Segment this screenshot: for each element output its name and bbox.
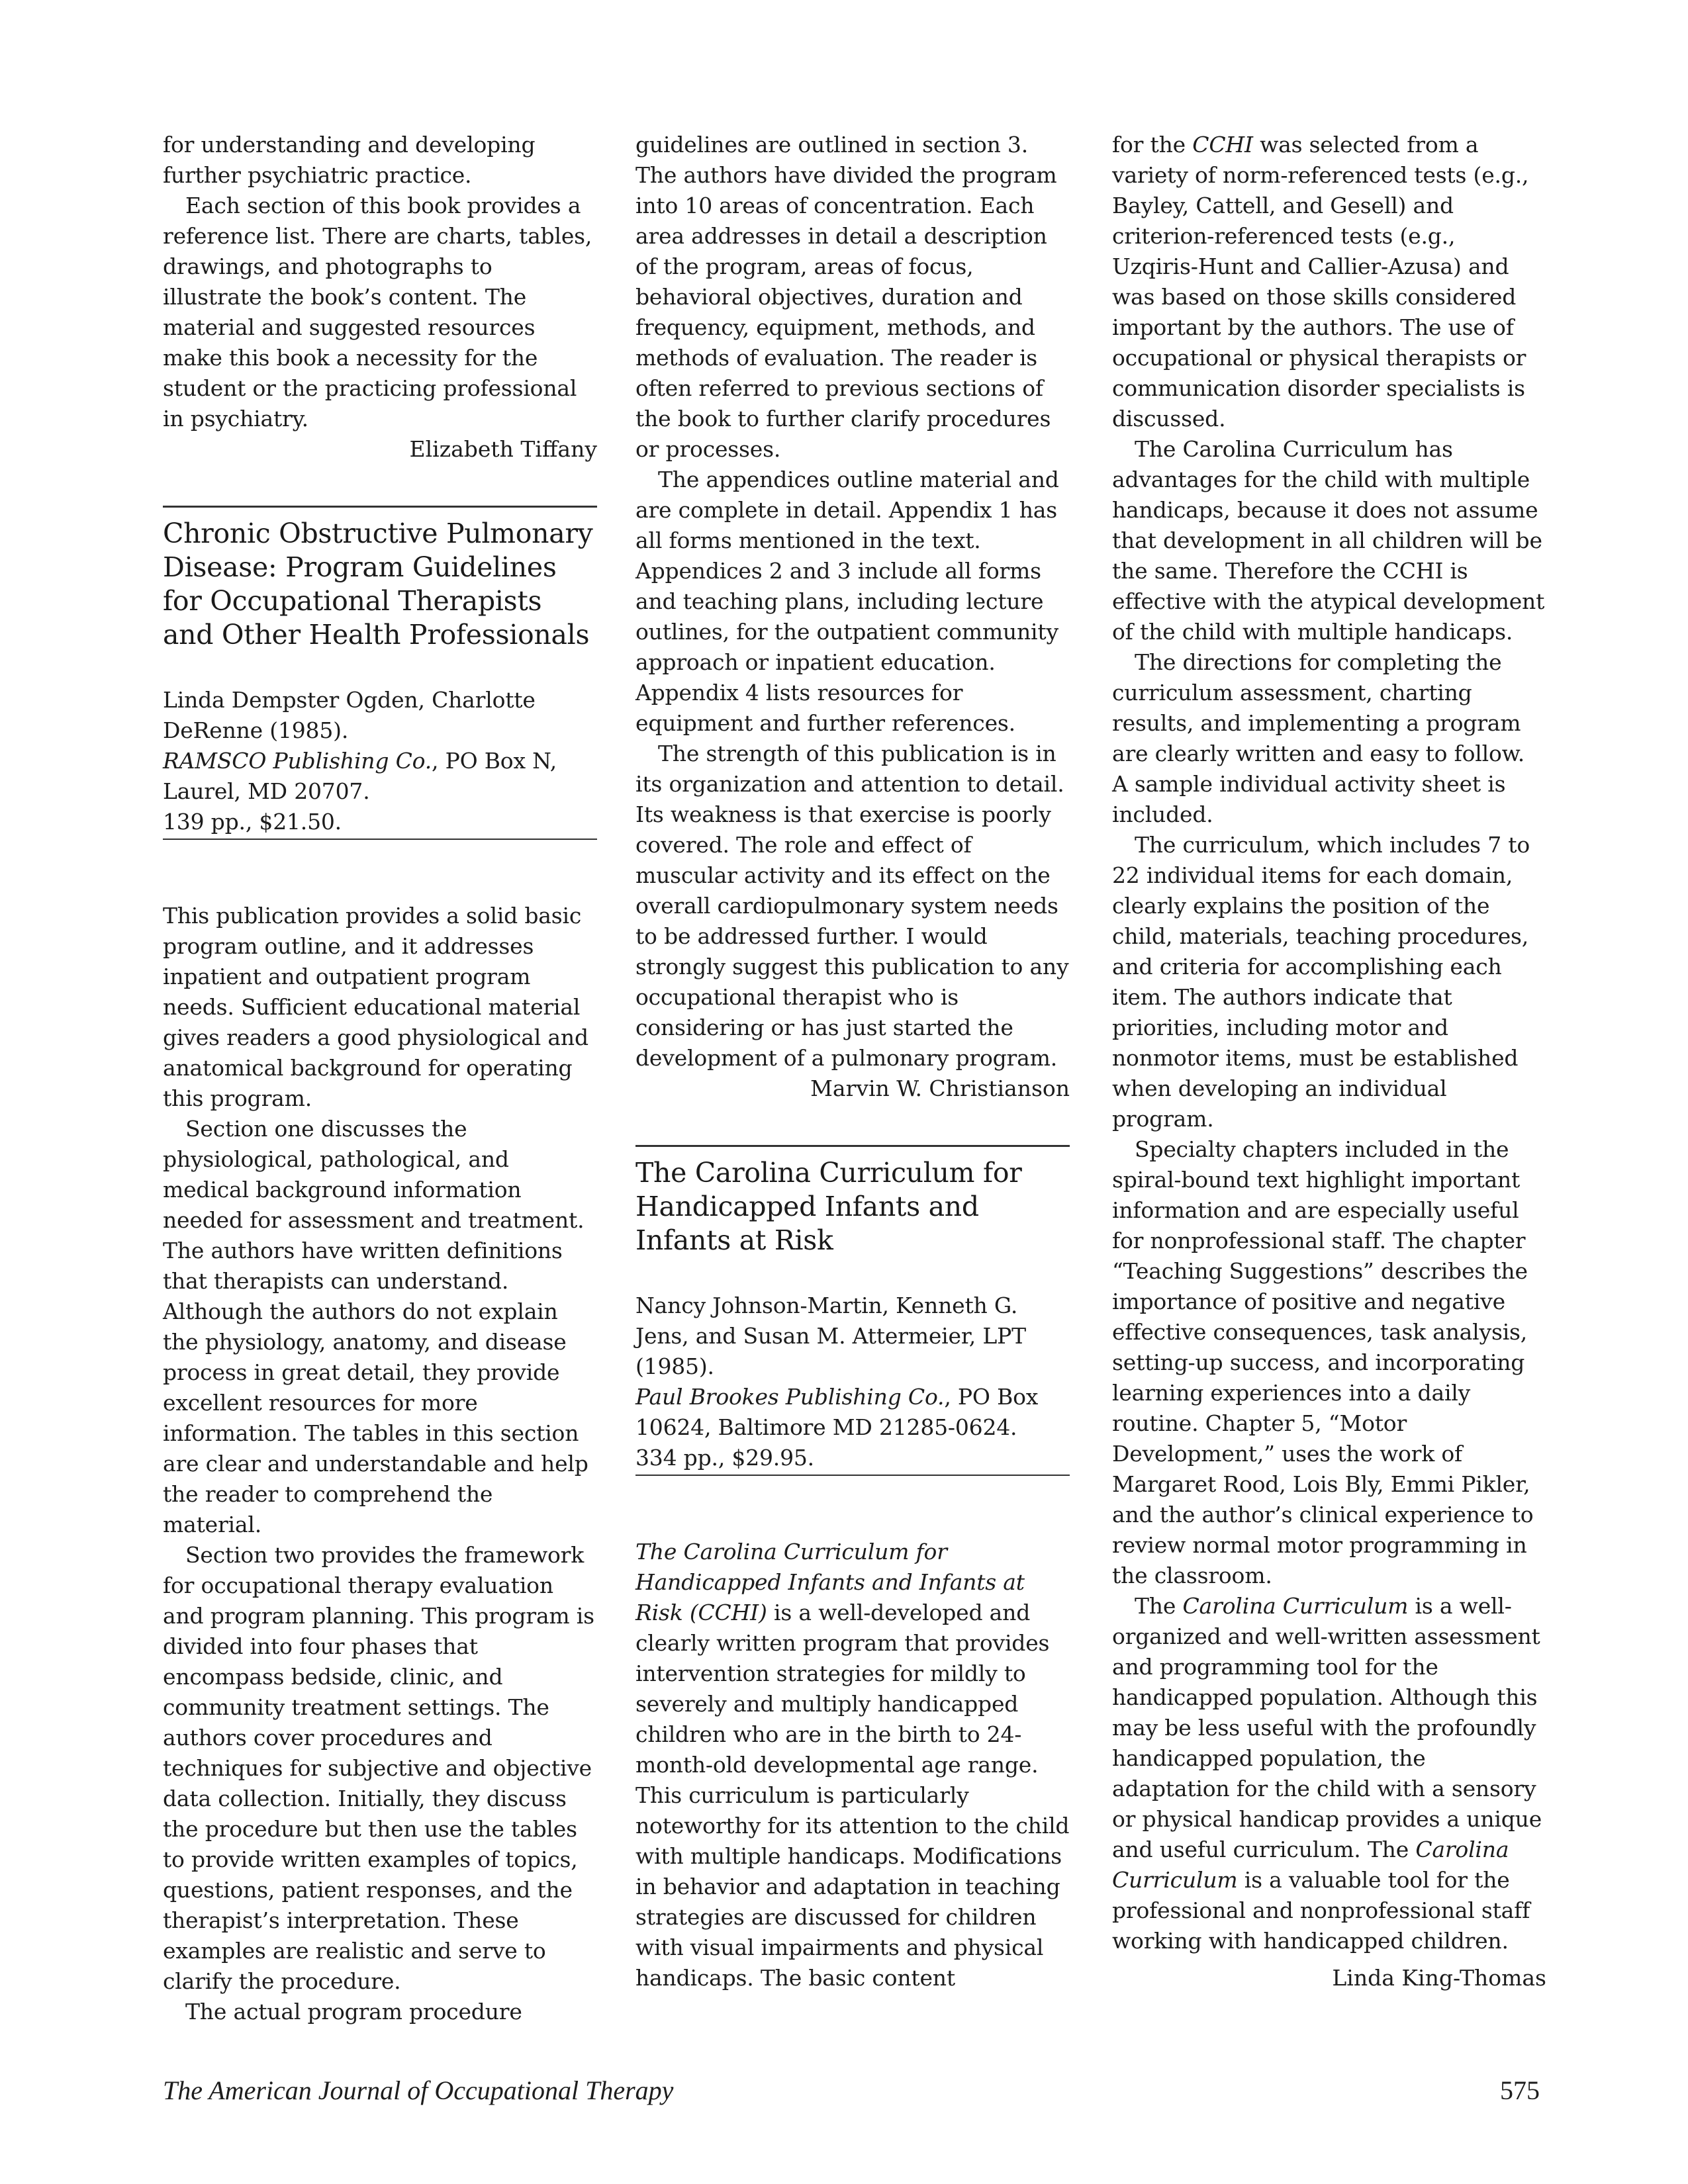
paragraph-text: is a valuable tool for the professional and nonprofessional staff working with handicapped children. [1112, 1867, 1530, 1954]
citation [635, 1291, 1070, 1473]
paragraph: This publication provides a solid basic program outline, and it addresses inpatient and outpatient program needs. Sufficient educational material gives readers a good physiological and anatomical background for operating this program. [163, 903, 588, 1111]
page-number: 575 [1500, 2075, 1540, 2105]
book-title-italic: Carolina Curriculum [1182, 1593, 1409, 1619]
paragraph: The curriculum, which includes 7 to 22 individual items for each domain, clearly explains the position of the child, materials, teaching procedures, and criteria for accomplishing each item. The authors indicate that priorities, including motor and nonmotor items, must be established when developing an individual program. [1112, 832, 1530, 1132]
section-rule [635, 1145, 1070, 1147]
paragraph: The actual program procedure [185, 1999, 522, 2025]
paragraph: Each section of this book provides a reference list. There are charts, tables, drawings, and photographs to illustrate the book’s content. The material and suggested resources make this book a necessity for the student or the practicing professional in psychiatry. [163, 193, 592, 432]
paragraph: Section two provides the framework for occupational therapy evaluation and program planning. This program is divided into four phases that encompass bedside, clinic, and community treatment settings. The authors cover procedures and techniques for subjective and objective data collection. Initially, they discuss the procedure but then use the tables to provide written examples of topics, questions, patient responses, and the therapist’s interpretation. These examples are realistic and serve to clarify the procedure. [163, 1542, 594, 1994]
citation-address: , PO Box N, Laurel, MD 20707. [163, 748, 557, 804]
review-title: Chronic Obstructive Pulmonary Disease: Program Guidelines for Occupational Therapists and Other Health Professionals [163, 518, 593, 651]
citation-publisher-line [635, 1382, 1070, 1443]
section-rule [163, 506, 597, 508]
paragraph-text: for the [1112, 132, 1193, 158]
paragraph-text: is a well-developed and clearly written program that provides intervention strategies for mildly to severely and multiply handicapped children who are in the birth to 24-month-old developmental age range. This curriculum is particularly noteworthy for its attention to the child with multiple handicaps. Modifications in behavior and adaptation in teaching strategies are discussed for children with visual impairments and physical handicaps. The basic content [635, 1600, 1070, 1991]
paragraph [1112, 130, 1546, 434]
column-2 [635, 130, 1070, 1993]
paragraph-text: The [1135, 1593, 1183, 1619]
reviewer-signature: Marvin W. Christianson [810, 1075, 1070, 1101]
page-footer [163, 2075, 1540, 2108]
paragraph: The strength of this publication is in its organization and attention to detail. Its weakness is that exercise is poorly covered. The role and effect of muscular activity and its effect on the overall cardiopulmonary system needs to be addressed further. I would strongly suggest this publication to any occupational therapist who is considering or has just started the development of a pulmonary program. [635, 741, 1069, 1071]
book-title-italic: The Carolina Curriculum for Handicapped Infants and Infants at Risk (CCHI) [635, 1539, 1025, 1625]
book-title-italic: Carolina Curriculum [1112, 1837, 1509, 1893]
paragraph: The directions for completing the curriculum assessment, charting results, and implementing a program are clearly written and easy to follow. A sample individual activity sheet is included. [1112, 649, 1525, 827]
citation-pages-price: 139 pp., $21.50. [163, 809, 342, 835]
reviewer-signature: Linda King-Thomas [1332, 1965, 1546, 1991]
review-title: The Carolina Curriculum for Handicapped Infants and Infants at Risk [635, 1157, 1022, 1256]
citation-pages-price: 334 pp., $29.95. [635, 1445, 814, 1471]
citation [163, 685, 597, 837]
paragraph-text: was selected from a variety of norm-referenced tests (e.g., Bayley, Cattell, and Gesell) and criterion-referenced tests (e.g., Uzqiris-Hunt and Callier-Azusa) and was based on those skills considered important by the authors. The use of occupational or physical therapists or communication disorder specialists is discussed. [1112, 132, 1529, 432]
acronym-italic: CCHI [1192, 132, 1253, 158]
citation-publisher: RAMSCO Publishing Co. [163, 748, 432, 774]
citation-authors: Nancy Johnson-Martin, Kenneth G. Jens, and Susan M. Attermeier, LPT (1985). [635, 1293, 1026, 1379]
paragraph: Section one discusses the physiological, pathological, and medical background information needed for assessment and treatment. The authors have written definitions that therapists can understand. Although the authors do not explain the physiology, anatomy, and disease process in great detail, they provide excellent resources for more information. The tables in this section are clear and understandable and help the reader to comprehend the material. [163, 1116, 588, 1537]
journal-title: The American Journal of Occupational Therapy [163, 2075, 674, 2105]
citation-publisher: Paul Brookes Publishing Co. [635, 1384, 945, 1410]
column-3 [1112, 130, 1546, 1993]
paragraph [1112, 1591, 1546, 1956]
reviewer-signature: Elizabeth Tiffany [409, 436, 597, 462]
paragraph: Specialty chapters included in the spiral-bound text highlight important information and are especially useful for nonprofessional staff. The chapter “Teaching Suggestions” describes the importance of positive and negative effective consequences, task analysis, setting-up success, and incorporating learning experiences into a daily routine. Chapter 5, “Motor Development,” uses the work of Margaret Rood, Lois Bly, Emmi Pikler, and the author’s clinical experience to review normal motor programming in the classroom. [1112, 1136, 1534, 1588]
paragraph: The Carolina Curriculum has advantages for the child with multiple handicaps, because it does not assume that development in all children will be the same. Therefore the CCHI is effective with the atypical development of the child with multiple handicaps. [1112, 436, 1545, 645]
citation-authors: Linda Dempster Ogden, Charlotte DeRenne (1985). [163, 687, 536, 743]
column-1 [163, 130, 597, 2027]
citation-address: , PO Box 10624, Baltimore MD 21285-0624. [635, 1384, 1039, 1440]
citation-publisher-line [163, 746, 597, 807]
paragraph: guidelines are outlined in section 3. The authors have divided the program into 10 areas of concentration. Each area addresses in detail a description of the program, areas of focus, behavioral objectives, duration and frequency, equipment, methods, and methods of evaluation. The reader is often referred to previous sections of the book to further clarify procedures or processes. [635, 132, 1057, 462]
paragraph: for understanding and developing further psychiatric practice. [163, 132, 536, 188]
paragraph [635, 1537, 1070, 1993]
paragraph-text: is a well-organized and well-written assessment and programming tool for the handicapped population. Although this may be less useful with the profoundly handicapped population, the adaptation for the child with a sensory or physical handicap provides a unique and useful curriculum. The [1112, 1593, 1542, 1862]
paragraph: The appendices outline material and are complete in detail. Appendix 1 has all forms mentioned in the text. Appendices 2 and 3 include all forms and teaching plans, including lecture outlines, for the outpatient community approach or inpatient education. Appendix 4 lists resources for equipment and further references. [635, 467, 1059, 736]
